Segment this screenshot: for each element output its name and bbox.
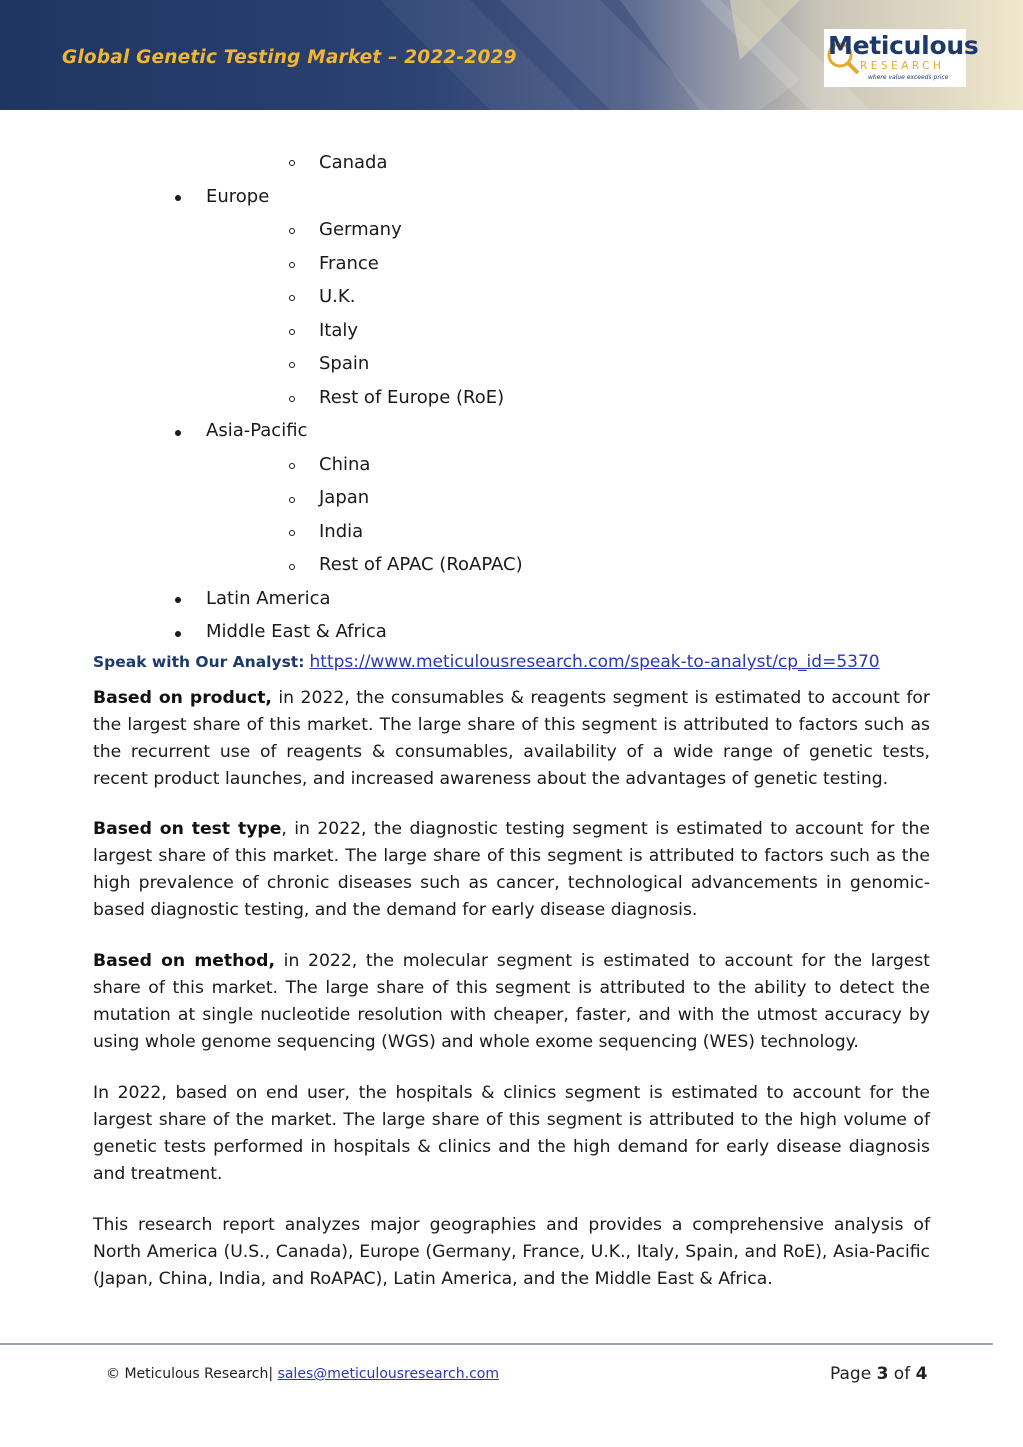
page-number <box>830 1364 927 1384</box>
list-item-latam: Latin America <box>206 588 331 609</box>
footer-divider <box>0 1343 993 1345</box>
list-item-uk: U.K. <box>319 286 356 307</box>
paragraph-lead: Based on test type <box>93 819 282 839</box>
paragraph-method <box>93 948 930 1056</box>
analyst-line <box>93 651 880 673</box>
paragraph-geographies: This research report analyzes major geographies and provides a comprehensive analysis of North America (U.S., Canada), Europe (Germany, France, U.K., Italy, Spain, and RoE), Asia-Pacific (Japan, China, India, and RoAPAC), Latin America, and the Middle East & Africa. <box>93 1215 930 1289</box>
bullet-icon <box>175 195 181 201</box>
copyright-text: © Meticulous Research| <box>106 1366 274 1382</box>
list-item-spain: Spain <box>319 353 370 374</box>
sub-bullet-icon <box>289 228 295 234</box>
analyst-label: Speak with Our Analyst: <box>93 653 305 671</box>
list-item-apac: Asia-Pacific <box>206 420 308 441</box>
paragraph-test-type <box>93 816 930 924</box>
paragraph-lead: Based on product, <box>93 688 272 708</box>
sub-bullet-icon <box>289 497 295 503</box>
bullet-icon <box>175 597 181 603</box>
paragraph-text: , in 2022, the diagnostic testing segment is estimated to account for the largest share of this market. The large share of this segment is attributed to factors such as the high prevalence of chronic diseases such as cancer, technological advancements in genomic-based diagnostic testing, and the demand for early disease diagnosis. <box>93 819 930 920</box>
sub-bullet-icon <box>289 262 295 268</box>
logo-wordmark: Meticulous <box>828 31 979 60</box>
list-item-china: China <box>319 454 371 475</box>
logo-tagline: where value exceeds price <box>868 74 949 81</box>
footer-copyright <box>106 1366 499 1382</box>
header-banner <box>0 0 1023 110</box>
sub-bullet-icon <box>289 564 295 570</box>
sub-bullet-icon <box>289 160 295 166</box>
sub-bullet-icon <box>289 362 295 368</box>
paragraph-text: in 2022, the consumables & reagents segment is estimated to account for the largest share of this market. The large share of this segment is attributed to factors such as the recurrent use of reagents & consumables, availability of a wide range of genetic tests, recent product launches, and increased awareness about the advantages of genetic testing. <box>93 688 930 789</box>
paragraph-end-user: In 2022, based on end user, the hospitals & clinics segment is estimated to account for the largest share of the market. The large share of this segment is attributed to the high volume of genetic tests performed in hospitals & clinics and the high demand for early disease diagnosis and treatment. <box>93 1083 930 1184</box>
page-total: 4 <box>915 1364 928 1384</box>
list-item-europe: Europe <box>206 186 270 207</box>
page-current: 3 <box>876 1364 889 1384</box>
paragraph-product <box>93 685 930 793</box>
bullet-icon <box>175 631 181 637</box>
paragraph-lead: Based on method, <box>93 951 275 971</box>
logo-subtitle: RESEARCH <box>860 60 945 72</box>
list-item-france: France <box>319 253 379 274</box>
sub-bullet-icon <box>289 530 295 536</box>
footer-email-link[interactable]: sales@meticulousresearch.com <box>277 1366 499 1382</box>
list-item-canada: Canada <box>319 152 388 173</box>
list-item-roe: Rest of Europe (RoE) <box>319 387 505 408</box>
paragraph-text: in 2022, the molecular segment is estimated to account for the largest share of this market. The large share of this segment is attributed to the ability to detect the mutation at single nucleotide resolution with cheaper, faster, and with the utmost accuracy by using whole genome sequencing (WGS) and whole exome sequencing (WES) technology. <box>93 951 930 1052</box>
document-title: Global Genetic Testing Market – 2022-2029 <box>62 47 517 68</box>
sub-bullet-icon <box>289 329 295 335</box>
list-item-mea: Middle East & Africa <box>206 621 387 642</box>
sub-bullet-icon <box>289 295 295 301</box>
list-item-india: India <box>319 521 364 542</box>
list-item-italy: Italy <box>319 320 359 341</box>
list-item-germany: Germany <box>319 219 402 240</box>
company-logo <box>824 29 979 87</box>
sub-bullet-icon <box>289 463 295 469</box>
page-prefix: Page <box>830 1364 877 1384</box>
bullet-icon <box>175 430 181 436</box>
page-of: of <box>888 1364 916 1384</box>
analyst-link[interactable]: https://www.meticulousresearch.com/speak-to-analyst/cp_id=5370 <box>309 652 880 672</box>
sub-bullet-icon <box>289 396 295 402</box>
list-item-japan: Japan <box>319 487 370 508</box>
list-item-roapac: Rest of APAC (RoAPAC) <box>319 554 523 575</box>
